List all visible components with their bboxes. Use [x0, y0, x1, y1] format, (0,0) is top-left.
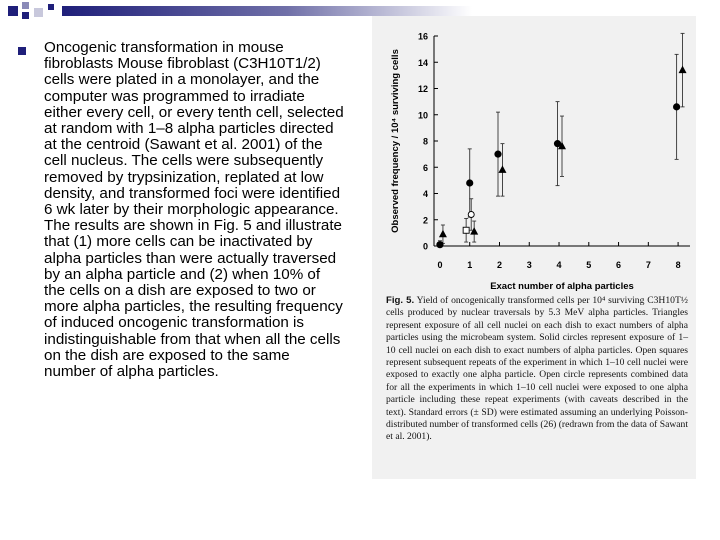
- x-tick-label-4: 4: [556, 260, 562, 270]
- point-s1-p1: [466, 179, 473, 186]
- y-tick-label-6: 6: [422, 162, 428, 173]
- x-tick-label-0: 0: [437, 260, 443, 270]
- point-s0-p4: [679, 66, 687, 74]
- x-tick-label-6: 6: [616, 260, 622, 270]
- point-s1-p4: [673, 103, 680, 110]
- header-square-4: [48, 4, 54, 10]
- y-tick-label-12: 12: [417, 84, 428, 94]
- point-s1-p2: [494, 151, 501, 158]
- chart: [372, 16, 696, 296]
- x-tick-label-7: 7: [645, 260, 651, 270]
- point-s1-p0: [436, 241, 443, 248]
- y-axis-label: Observed frequency / 10⁴ surviving cells: [390, 49, 401, 233]
- y-tick-label-10: 10: [417, 110, 428, 121]
- point-s1-p3: [554, 140, 561, 147]
- point-s2-p0: [463, 227, 469, 233]
- x-axis-label: Exact number of alpha particles: [490, 281, 634, 292]
- x-tick-label-3: 3: [526, 260, 532, 270]
- header-gradient-bar: [62, 6, 472, 16]
- y-tick-label-8: 8: [422, 136, 428, 147]
- x-tick-label-8: 8: [675, 260, 681, 270]
- x-tick-label-5: 5: [586, 260, 592, 270]
- y-tick-label-4: 4: [422, 189, 428, 199]
- figure-caption: [386, 295, 688, 444]
- y-tick-label-14: 14: [417, 57, 428, 68]
- x-tick-label-2: 2: [496, 260, 502, 270]
- point-s0-p0: [439, 230, 447, 238]
- slide-body-text: Oncogenic transformation in mouse fibroblasts Mouse fibroblast (C3H10T1/2) cells were plated in a monolayer, and the computer was programmed to irradiate either every cell, or every tenth cell, selected at random with 1–8 alpha particles directed at the centroid (Sawant et al. 2001) of the cell nucleus. The cells were subsequently removed by trypsinization, replated at low density, and transformed foci were identified 6 wk later by their morphologic appearance. The results are shown in Fig. 5 and illustrate that (1) more cells can be inactivated by alpha particles than were actually traversed by an alpha particle and (2) when 10% of the cells on a dish are exposed to two or more alpha particles, the resulting frequency of induced oncogenic transformation is indistinguishable from that when all the cells on the dish are exposed to the same number of alpha particles.: [44, 39, 344, 381]
- header-square-2: [22, 12, 29, 19]
- bullet-icon: [18, 47, 26, 55]
- point-s0-p2: [498, 165, 506, 173]
- caption-text: Yield of oncogenically transformed cells per 10⁴ surviving C3H10T½ cells produced by nuclear traversals by 5.3 MeV alpha particles. Triangles represent exposure of all cell nuclei on each dish to exact numbers of alpha particles using the microbeam system. Solid circles represent exposure of 1–10 cell nuclei on each dish to exact numbers of alpha particles. Open squares represent subsequent repeats of the experiment in which 1–10 cell nuclei were exposed to exactly one alpha particle. Open circle represents combined data for all the experiments in which 1–10 cell nuclei were exposed to one alpha particle including these repeat experiments (with caveats described in the text). Standard errors (± SD) were estimated assuming an underlying Poisson-distributed number of transformed cells (26) (redrawn from the data of Sawant et al. 2001).: [386, 295, 689, 443]
- caption-label: Fig. 5.: [386, 295, 415, 306]
- y-tick-label-0: 0: [422, 241, 428, 252]
- y-tick-label-16: 16: [417, 31, 428, 42]
- x-tick-label-1: 1: [467, 260, 473, 270]
- header-square-1: [22, 2, 29, 9]
- point-s3-p0: [468, 212, 474, 218]
- y-tick-label-2: 2: [422, 215, 428, 226]
- header-square-0: [8, 6, 18, 16]
- header-square-3: [34, 8, 43, 17]
